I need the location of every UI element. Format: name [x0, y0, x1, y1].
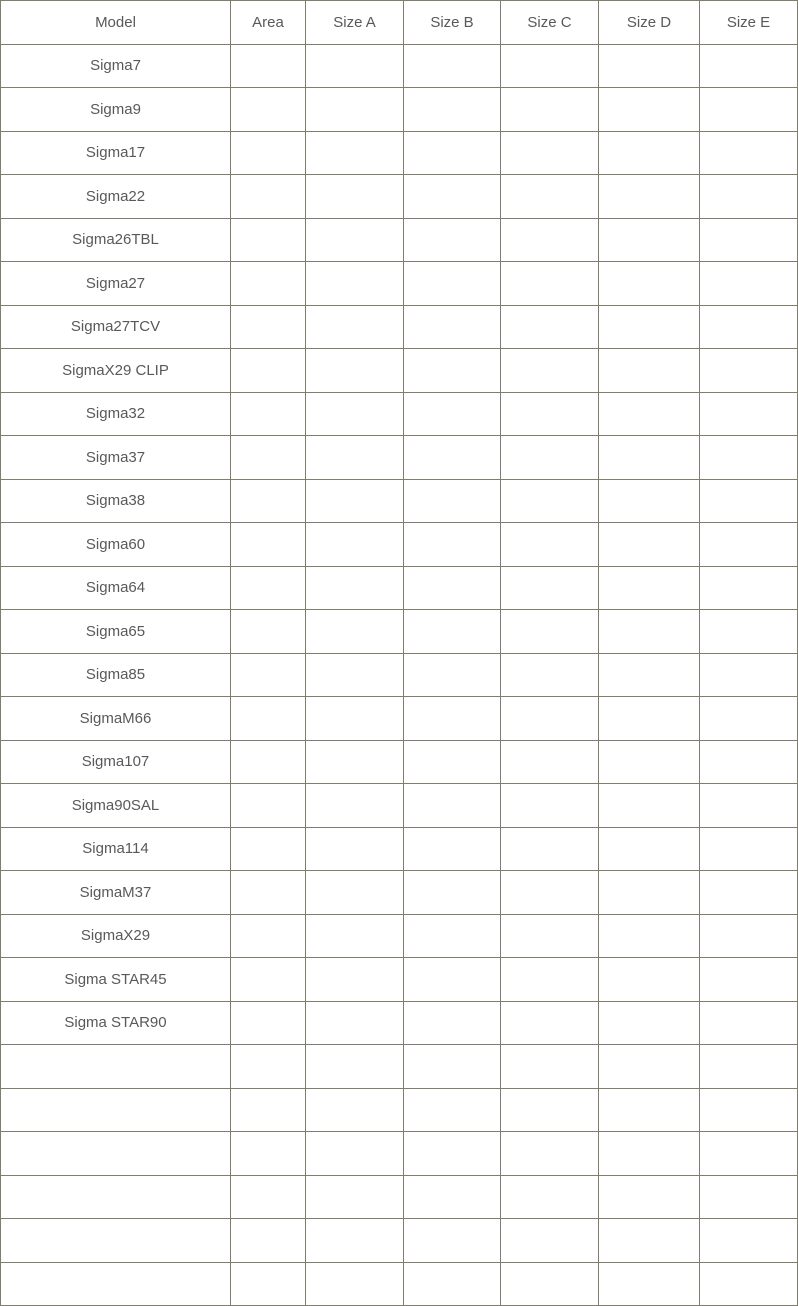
data-cell [404, 479, 501, 523]
data-cell [404, 1045, 501, 1089]
data-cell [306, 175, 404, 219]
table-row [1, 784, 798, 828]
data-cell [404, 436, 501, 480]
table-row [1, 218, 798, 262]
data-cell [404, 1132, 501, 1176]
data-cell [700, 1219, 798, 1263]
data-cell [599, 392, 700, 436]
data-cell [404, 44, 501, 88]
data-cell [231, 218, 306, 262]
data-cell [501, 88, 599, 132]
table-row [1, 697, 798, 741]
data-cell [404, 131, 501, 175]
data-cell [404, 697, 501, 741]
data-cell [599, 436, 700, 480]
data-cell [599, 218, 700, 262]
data-cell [599, 305, 700, 349]
model-cell: Sigma114 [1, 827, 231, 871]
table-row [1, 175, 798, 219]
model-cell: Sigma27TCV [1, 305, 231, 349]
data-cell [501, 610, 599, 654]
table-row [1, 479, 798, 523]
data-cell [599, 262, 700, 306]
empty-table-row [1, 1219, 798, 1263]
data-cell [231, 349, 306, 393]
data-cell [231, 392, 306, 436]
data-cell [599, 697, 700, 741]
header-cell-model: Model [1, 1, 231, 45]
data-cell [404, 914, 501, 958]
header-cell-size-a: Size A [306, 1, 404, 45]
data-cell [404, 958, 501, 1002]
table-row [1, 262, 798, 306]
table-row [1, 610, 798, 654]
data-cell [501, 740, 599, 784]
model-cell: Sigma60 [1, 523, 231, 567]
data-cell [501, 218, 599, 262]
empty-table-row [1, 1175, 798, 1219]
data-cell [231, 175, 306, 219]
data-cell [700, 914, 798, 958]
data-cell [404, 523, 501, 567]
data-cell [306, 44, 404, 88]
empty-table-row [1, 1045, 798, 1089]
data-cell [231, 44, 306, 88]
data-cell [599, 914, 700, 958]
data-cell [404, 218, 501, 262]
data-cell [599, 349, 700, 393]
data-cell [231, 1045, 306, 1089]
data-cell [306, 1219, 404, 1263]
table-row [1, 523, 798, 567]
data-cell [501, 131, 599, 175]
data-cell [501, 392, 599, 436]
data-cell [599, 1088, 700, 1132]
data-cell [404, 1262, 501, 1306]
data-cell [700, 523, 798, 567]
data-cell [404, 566, 501, 610]
data-cell [404, 653, 501, 697]
data-cell [599, 871, 700, 915]
data-cell [231, 1001, 306, 1045]
model-cell: Sigma22 [1, 175, 231, 219]
data-cell [404, 871, 501, 915]
table-row [1, 914, 798, 958]
data-cell [1, 1045, 231, 1089]
data-cell [231, 1132, 306, 1176]
data-cell [599, 1262, 700, 1306]
data-cell [599, 610, 700, 654]
data-cell [599, 1001, 700, 1045]
data-cell [501, 523, 599, 567]
data-cell [306, 958, 404, 1002]
data-cell [501, 566, 599, 610]
data-cell [599, 88, 700, 132]
data-cell [599, 1175, 700, 1219]
model-cell: Sigma7 [1, 44, 231, 88]
model-cell: Sigma17 [1, 131, 231, 175]
table-row [1, 436, 798, 480]
data-cell [1, 1219, 231, 1263]
data-cell [306, 392, 404, 436]
data-cell [306, 566, 404, 610]
data-cell [599, 175, 700, 219]
empty-table-row [1, 1132, 798, 1176]
data-cell [404, 610, 501, 654]
table-row [1, 827, 798, 871]
data-cell [700, 610, 798, 654]
data-cell [404, 784, 501, 828]
data-cell [501, 1132, 599, 1176]
data-cell [306, 1001, 404, 1045]
data-cell [501, 914, 599, 958]
data-cell [404, 88, 501, 132]
data-cell [599, 566, 700, 610]
data-cell [501, 175, 599, 219]
data-cell [501, 697, 599, 741]
data-cell [306, 697, 404, 741]
data-cell [700, 697, 798, 741]
header-cell-size-c: Size C [501, 1, 599, 45]
data-cell [501, 1262, 599, 1306]
table-row [1, 958, 798, 1002]
data-cell [231, 566, 306, 610]
data-cell [501, 827, 599, 871]
data-cell [599, 1045, 700, 1089]
data-cell [700, 479, 798, 523]
data-cell [306, 871, 404, 915]
data-cell [700, 871, 798, 915]
data-cell [501, 653, 599, 697]
data-cell [306, 131, 404, 175]
data-cell [231, 131, 306, 175]
table-row [1, 44, 798, 88]
model-cell: Sigma STAR90 [1, 1001, 231, 1045]
data-cell [404, 392, 501, 436]
data-cell [404, 175, 501, 219]
data-cell [231, 1262, 306, 1306]
header-cell-size-b: Size B [404, 1, 501, 45]
data-cell [404, 1175, 501, 1219]
header-row [1, 1, 798, 45]
model-cell: Sigma90SAL [1, 784, 231, 828]
data-cell [501, 44, 599, 88]
data-cell [231, 958, 306, 1002]
data-cell [231, 305, 306, 349]
table-row [1, 740, 798, 784]
table-row [1, 131, 798, 175]
data-cell [700, 653, 798, 697]
model-cell: SigmaX29 [1, 914, 231, 958]
model-cell: SigmaX29 CLIP [1, 349, 231, 393]
model-cell: Sigma38 [1, 479, 231, 523]
data-cell [501, 1175, 599, 1219]
data-cell [231, 697, 306, 741]
data-cell [306, 914, 404, 958]
data-cell [404, 740, 501, 784]
data-cell [501, 1045, 599, 1089]
data-cell [1, 1088, 231, 1132]
data-cell [306, 827, 404, 871]
data-cell [501, 1219, 599, 1263]
model-cell: Sigma85 [1, 653, 231, 697]
data-cell [306, 1088, 404, 1132]
data-cell [599, 479, 700, 523]
data-cell [306, 610, 404, 654]
data-cell [231, 871, 306, 915]
data-cell [700, 827, 798, 871]
data-cell [599, 784, 700, 828]
data-cell [306, 305, 404, 349]
model-cell: Sigma65 [1, 610, 231, 654]
data-cell [231, 436, 306, 480]
data-cell [599, 958, 700, 1002]
data-cell [231, 914, 306, 958]
data-cell [599, 1219, 700, 1263]
data-cell [700, 784, 798, 828]
data-cell [306, 1175, 404, 1219]
data-cell [1, 1132, 231, 1176]
empty-table-row [1, 1262, 798, 1306]
data-cell [231, 784, 306, 828]
data-cell [700, 1262, 798, 1306]
data-cell [404, 349, 501, 393]
data-cell [231, 262, 306, 306]
table-row [1, 871, 798, 915]
data-cell [306, 523, 404, 567]
data-cell [599, 653, 700, 697]
table-row [1, 349, 798, 393]
data-cell [306, 88, 404, 132]
data-cell [700, 1088, 798, 1132]
data-cell [700, 1001, 798, 1045]
data-cell [306, 740, 404, 784]
model-cell: Sigma37 [1, 436, 231, 480]
table-row [1, 88, 798, 132]
header-cell-size-d: Size D [599, 1, 700, 45]
data-cell [231, 1175, 306, 1219]
data-cell [231, 827, 306, 871]
data-cell [501, 871, 599, 915]
data-cell [306, 218, 404, 262]
data-cell [501, 305, 599, 349]
table-row [1, 566, 798, 610]
data-cell [700, 349, 798, 393]
data-cell [501, 349, 599, 393]
data-cell [501, 1088, 599, 1132]
data-cell [404, 1001, 501, 1045]
data-cell [599, 1132, 700, 1176]
data-cell [700, 88, 798, 132]
data-cell [599, 131, 700, 175]
data-cell [501, 479, 599, 523]
data-cell [1, 1262, 231, 1306]
model-cell: Sigma26TBL [1, 218, 231, 262]
table-row [1, 1001, 798, 1045]
data-cell [501, 1001, 599, 1045]
data-cell [501, 784, 599, 828]
data-cell [404, 827, 501, 871]
model-cell: Sigma64 [1, 566, 231, 610]
empty-table-row [1, 1088, 798, 1132]
data-cell [306, 349, 404, 393]
model-cell: SigmaM37 [1, 871, 231, 915]
data-cell [231, 88, 306, 132]
model-cell: Sigma9 [1, 88, 231, 132]
data-cell [404, 262, 501, 306]
data-cell [231, 610, 306, 654]
header-cell-area: Area [231, 1, 306, 45]
data-cell [231, 523, 306, 567]
model-cell: Sigma32 [1, 392, 231, 436]
data-cell [404, 305, 501, 349]
model-cell: Sigma107 [1, 740, 231, 784]
data-cell [231, 1219, 306, 1263]
data-cell [599, 740, 700, 784]
data-cell [501, 436, 599, 480]
data-cell [700, 1175, 798, 1219]
data-cell [599, 44, 700, 88]
data-cell [306, 784, 404, 828]
data-cell [700, 131, 798, 175]
data-cell [231, 653, 306, 697]
data-cell [700, 566, 798, 610]
data-cell [306, 479, 404, 523]
model-cell: Sigma STAR45 [1, 958, 231, 1002]
data-cell [231, 1088, 306, 1132]
data-cell [700, 305, 798, 349]
data-cell [700, 436, 798, 480]
data-cell [700, 218, 798, 262]
data-cell [306, 436, 404, 480]
data-cell [501, 262, 599, 306]
data-cell [700, 1045, 798, 1089]
table-body [1, 44, 798, 1306]
data-cell [231, 740, 306, 784]
data-cell [700, 44, 798, 88]
table-row [1, 392, 798, 436]
data-cell [599, 827, 700, 871]
model-cell: SigmaM66 [1, 697, 231, 741]
data-cell [700, 1132, 798, 1176]
data-cell [404, 1219, 501, 1263]
data-cell [700, 175, 798, 219]
data-cell [1, 1175, 231, 1219]
data-cell [700, 262, 798, 306]
table-row [1, 653, 798, 697]
data-cell [700, 958, 798, 1002]
data-cell [306, 1262, 404, 1306]
table-header [1, 1, 798, 45]
model-cell: Sigma27 [1, 262, 231, 306]
data-cell [599, 523, 700, 567]
data-cell [700, 740, 798, 784]
data-cell [700, 392, 798, 436]
data-cell [306, 262, 404, 306]
data-cell [306, 1045, 404, 1089]
data-cell [306, 1132, 404, 1176]
table-row [1, 305, 798, 349]
header-cell-size-e: Size E [700, 1, 798, 45]
data-cell [306, 653, 404, 697]
data-cell [231, 479, 306, 523]
data-cell [501, 958, 599, 1002]
data-cell [404, 1088, 501, 1132]
